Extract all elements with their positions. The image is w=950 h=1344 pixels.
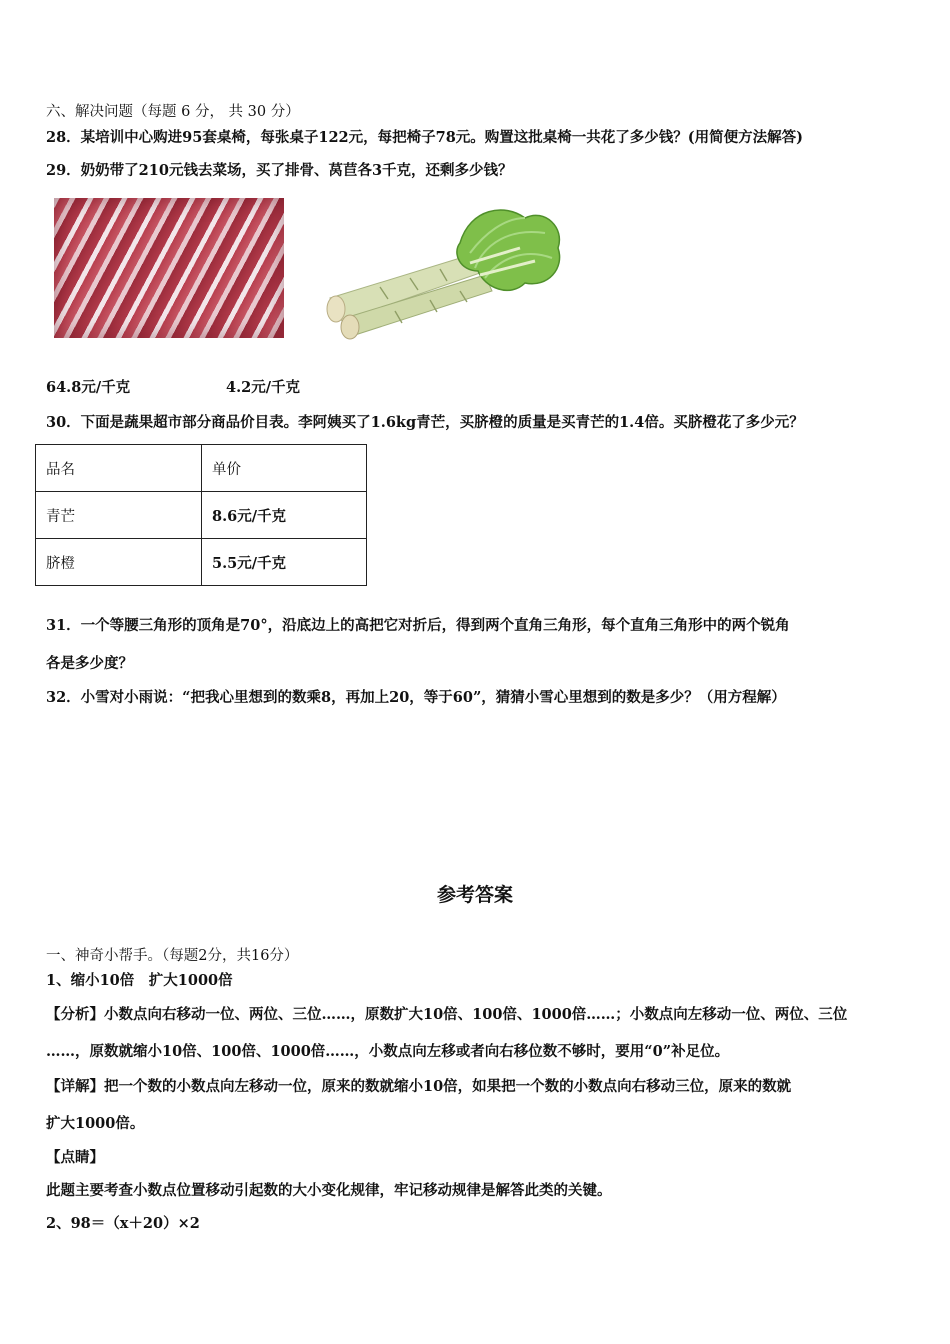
table-cell: 8.6元/千克 <box>202 492 367 539</box>
table-row <box>36 539 367 586</box>
table-cell: 脐橙 <box>36 539 202 586</box>
table-cell: 5.5元/千克 <box>202 539 367 586</box>
answer-2-title: 2、98＝（x＋20）×2 <box>46 1215 200 1232</box>
answer-1-title: 1、缩小10倍 扩大1000倍 <box>46 972 233 989</box>
question-28: 28．某培训中心购进95套桌椅，每张桌子122元，每把椅子78元。购置这批桌椅一共花了多少钱？(用简便方法解答) <box>46 129 804 146</box>
table-header-row <box>36 445 367 492</box>
pork-ribs-image <box>54 198 284 338</box>
answer-1-analysis-line-1: 【分析】小数点向右移动一位、两位、三位……，原数扩大10倍、100倍、1000倍……；小数点向左移动一位、两位、三位 <box>46 1006 848 1023</box>
table-row <box>36 492 367 539</box>
lettuce-stem-image <box>320 203 565 343</box>
answer-1-point-label: 【点睛】 <box>46 1149 104 1166</box>
table-header-cell: 品名 <box>36 445 202 492</box>
question-31-line-2: 各是多少度？ <box>46 655 133 672</box>
price-table <box>35 444 367 586</box>
answers-title: 参考答案 <box>436 884 513 906</box>
question-30: 30．下面是蔬果超市部分商品价目表。李阿姨买了1.6kg青芒，买脐橙的质量是买青芒的1.4倍。买脐橙花了多少元？ <box>46 414 804 431</box>
answers-section-header: 一、神奇小帮手。（每题2分，共16分） <box>46 948 299 964</box>
answer-1-detail-line-2: 扩大1000倍。 <box>46 1115 145 1132</box>
answer-1-analysis-line-2: ……，原数就缩小10倍、100倍、1000倍……，小数点向左移或者向右移位数不够时，要用“0”补足位。 <box>46 1043 730 1060</box>
question-29: 29．奶奶带了210元钱去菜场，买了排骨、莴苣各3千克，还剩多少钱？ <box>46 162 513 179</box>
lettuce-price: 4.2元/千克 <box>226 379 301 396</box>
question-31-line-1: 31．一个等腰三角形的顶角是70°，沿底边上的高把它对折后，得到两个直角三角形，每个直角三角形中的两个锐角 <box>46 617 790 634</box>
table-cell: 青芒 <box>36 492 202 539</box>
table-header-cell: 单价 <box>202 445 367 492</box>
answer-1-point: 此题主要考查小数点位置移动引起数的大小变化规律，牢记移动规律是解答此类的关键。 <box>46 1182 612 1199</box>
question-32: 32．小雪对小雨说：“把我心里想到的数乘8，再加上20，等于60”，猜猜小雪心里想到的数是多少？（用方程解） <box>46 689 786 706</box>
section-header: 六、解决问题（每题 6 分， 共 30 分） <box>46 104 300 120</box>
ribs-price: 64.8元/千克 <box>46 379 131 396</box>
answer-1-detail-line-1: 【详解】把一个数的小数点向左移动一位，原来的数就缩小10倍，如果把一个数的小数点向右移动三位，原来的数就 <box>46 1078 792 1095</box>
